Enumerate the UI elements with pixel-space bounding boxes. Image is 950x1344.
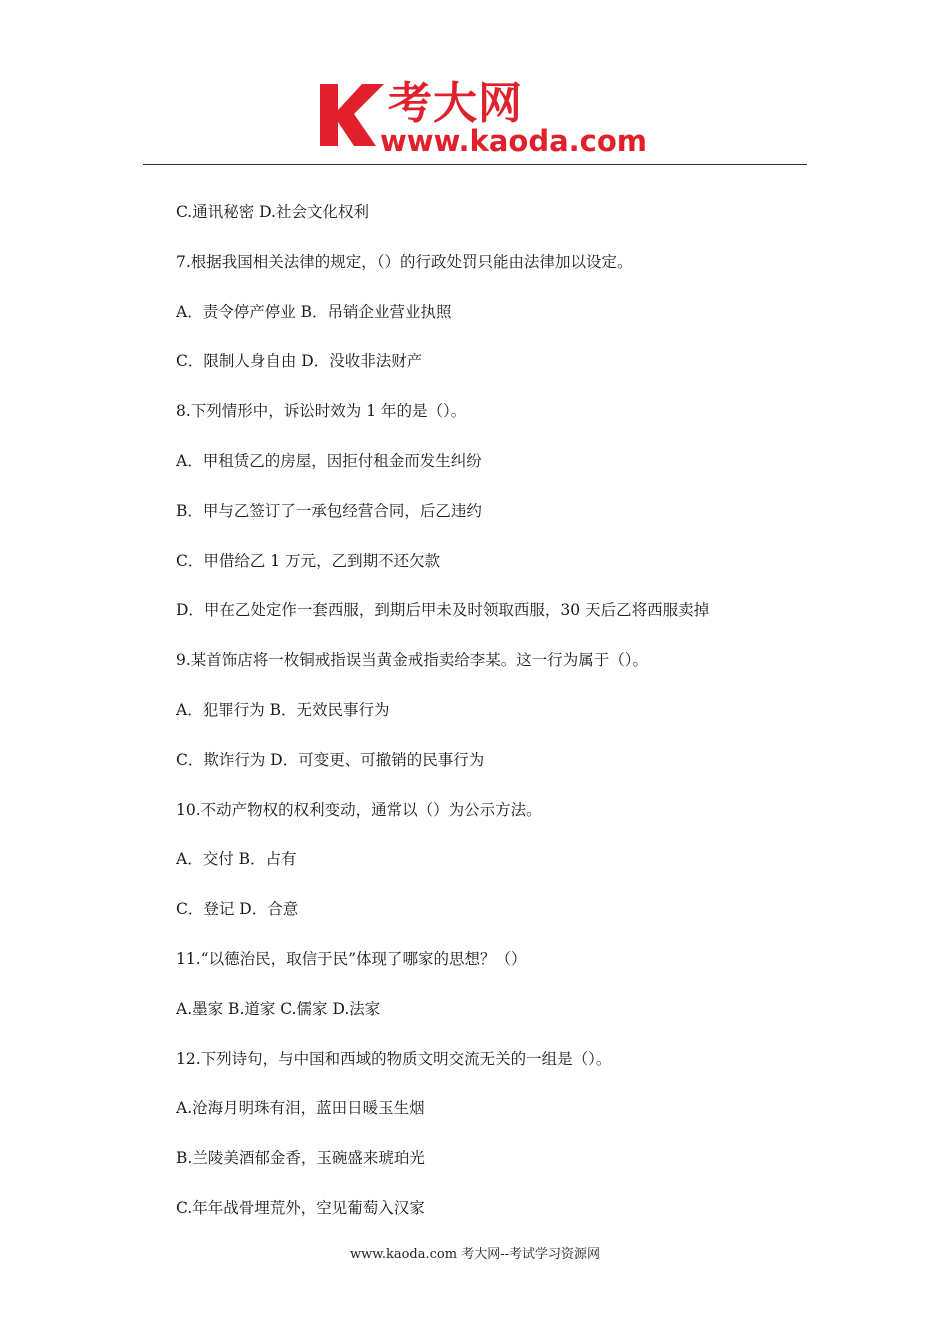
logo-url-text: www.kaoda.com: [380, 124, 647, 158]
question-11: 11.“以德治民，取信于民”体现了哪家的思想？（）: [176, 949, 527, 968]
option-line: A．交付 B．占有: [176, 850, 297, 869]
option-line: A.墨家 B.道家 C.儒家 D.法家: [176, 999, 381, 1018]
text-line: C.通讯秘密 D.社会文化权利: [176, 203, 369, 221]
option-line: A．犯罪行为 B．无效民事行为: [176, 700, 390, 719]
option-line: A．责令停产停业 B．吊销企业营业执照: [176, 302, 452, 321]
option-line: B.兰陵美酒郁金香，玉碗盛来琥珀光: [176, 1149, 425, 1168]
option-line: A.沧海月明珠有泪，蓝田日暖玉生烟: [176, 1099, 425, 1118]
option-line: C．甲借给乙 1 万元，乙到期不还欠款: [176, 551, 441, 570]
question-7: 7.根据我国相关法律的规定，（）的行政处罚只能由法律加以设定。: [176, 252, 633, 271]
option-line: D．甲在乙处定作一套西服，到期后甲未及时领取西服，30 天后乙将西服卖掉: [176, 601, 710, 620]
option-line: B．甲与乙签订了一承包经营合同，后乙违约: [176, 501, 482, 520]
question-10: 10.不动产物权的权利变动，通常以（）为公示方法。: [176, 800, 542, 819]
question-8: 8.下列情形中，诉讼时效为 1 年的是（）。: [176, 402, 467, 421]
option-line: C．登记 D．合意: [176, 900, 299, 919]
logo-chinese-text: 考大网: [388, 78, 523, 129]
question-12: 12.下列诗句，与中国和西域的物质文明交流无关的一组是（）。: [176, 1049, 612, 1068]
page-footer: www.kaoda.com 考大网--考试学习资源网: [350, 1247, 600, 1262]
document-body: [176, 197, 816, 1243]
question-9: 9.某首饰店将一枚铜戒指误当黄金戒指卖给李某。这一行为属于（）。: [176, 651, 649, 670]
kaoda-logo[interactable]: [318, 80, 648, 160]
option-line: C．限制人身自由 D．没收非法财产: [176, 352, 423, 371]
option-line: C.年年战骨埋荒外，空见葡萄入汉家: [176, 1198, 425, 1217]
header-divider: [143, 164, 807, 165]
option-line: C．欺诈行为 D．可变更、可撤销的民事行为: [176, 750, 485, 769]
option-line: A．甲租赁乙的房屋，因拒付租金而发生纠纷: [176, 451, 482, 470]
k-logo-icon: [318, 80, 386, 150]
